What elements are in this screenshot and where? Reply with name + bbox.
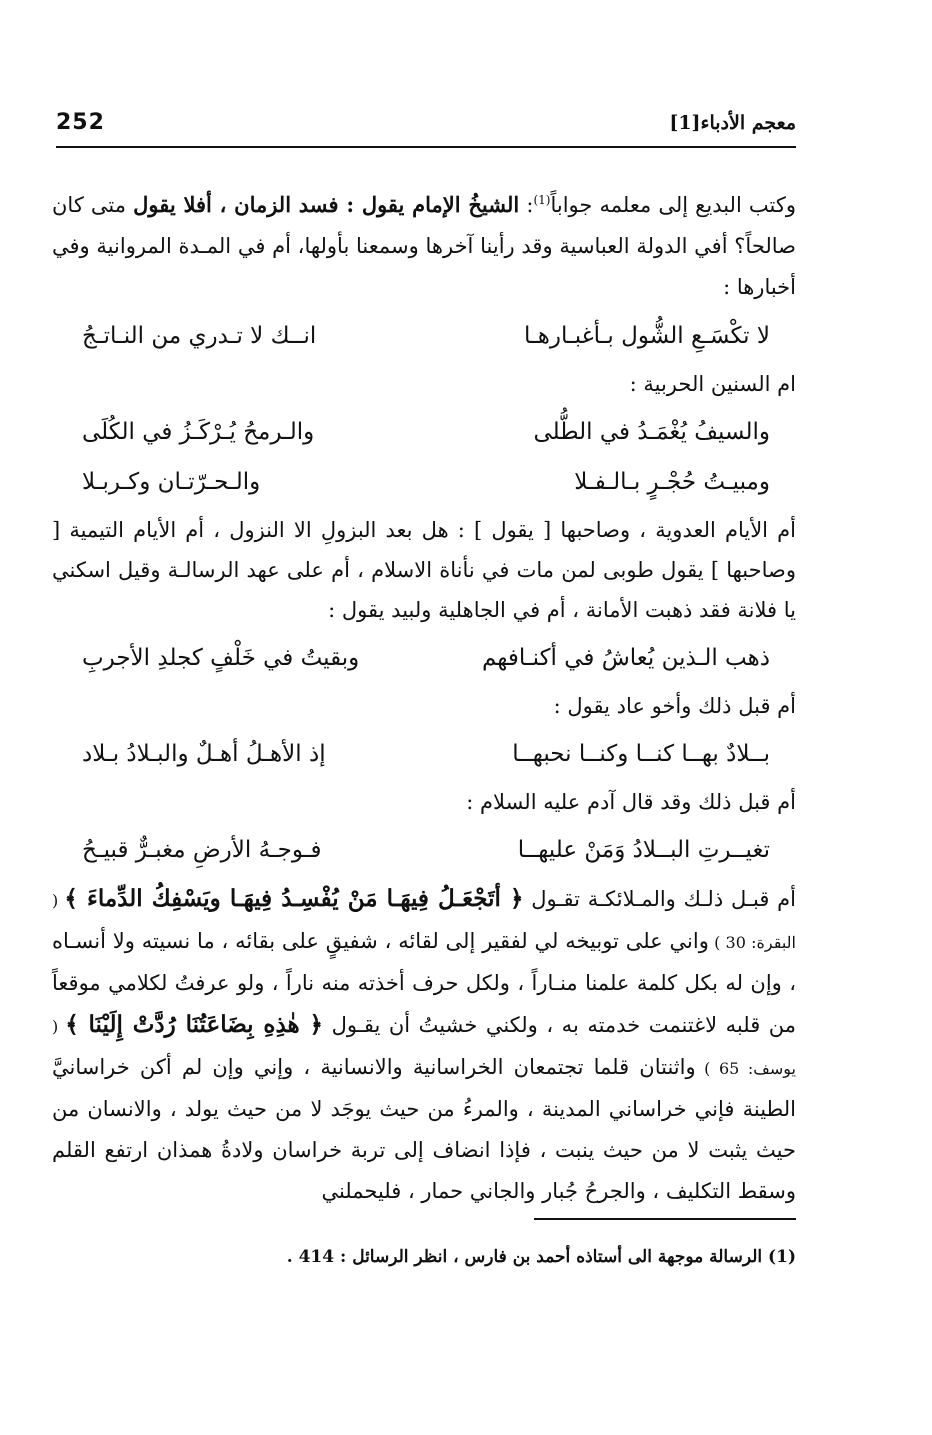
hemistich-right: تغيــرتِ البــلادُ وَمَنْ عليهــا [517,837,770,863]
paragraph-ayyam: أم الأيام العدوية ، وصاحبها [ يقول ] : هل بعد البزولِ الا النزول ، أم الأيام التيمية [ وصاحبها ] يقول طوبى لمن مات في نأناة الاسلام ، أم على عهد الرسالـة وقيل اسكني يا فلانة فقد ذهبت الأمانة ، أم في الجاهلية ولبيد يقول : [52,518,796,622]
text-run-bold: الشيخُ الإمام يقول : فسد الزمان ، أفلا يقول [133,192,520,217]
hemistich-left: انــك لا تـدري من النـاتـجُ [82,323,317,349]
prose-line: أم قبل ذلك وأخو عاد يقول : [553,694,796,718]
quran-quote: ﴿ أتَجْعَـلُ فِيهَـا مَنْ يُفْسِـدُ فِيهَـا ويَسْفِكُ الدِّماءَ ﴾ [64,885,524,912]
prose-line: أم قبل ذلك وقد قال آدم عليه السلام : [466,790,796,814]
page-body [52,180,796,1212]
text-run: واني على توبيخه لي لفقير إلى لقائه ، شفيقٍ على بقائه ، ما نسيته ولا أنسـاه ، وإن له بكل كلمة علمنا منـاراً ، ولكل حرف أخذته منه ناراً ، ولو عرفتُ لكلامي موقعاً من قلبه لاغتنمت خدمته به ، ولكني خشيتُ أن يقـول [52,929,797,1037]
text-run: واثنتان قلما تجتمعان الخراسانية والانسانية ، وإني وإن لم أكن خراسانيَّ الطينة فإني خراساني المدينة ، والمرءُ من حيث يوجَد لا من حيث يولد ، والانسان من حيث يثبت لا من حيث ينبت ، فإذا انضاف إلى تربة خراسان ولادةُ همذان ارتفع القلم وسقط التكليف ، والجرحُ جُبار والجاني حمار ، فليحملني [52,1055,796,1203]
hemistich-left: والـحـرّتـان وكـربـلا [82,469,261,495]
verse-reference: ( البقرة: 30 ) [52,891,796,952]
hemistich-left: والـرمحُ يُـرْكَـزُ في الكُلَى [82,419,315,445]
running-title: معجم الأدباء[1] [669,112,796,134]
hemistich-right: ومبيـتُ حُجْـرٍ بـالـفـلا [574,469,770,495]
prose-line: ام السنين الحربية : [629,372,796,396]
text-run: وكتب البديع إلى معلمه جواباً [550,193,796,217]
hemistich-left: إذ الأهـلُ أهـلٌ والبـلادُ بـلاد [82,741,326,767]
footnote-rule [534,1218,796,1220]
quran-quote: ﴿ هٰذِهِ بِضَاعَتُنَا رُدَّتْ إِلَيْنَا ﴾ [65,1011,324,1038]
hemistich-right: بــلادٌ بهــا كنــا وكنــا نحبهــا [512,741,770,767]
text-run: متى كان صالحاً؟ أفي الدولة العباسية وقد رأينا آخرها وسمعنا بأولها، أم في المـدة المروانية وفي أخبارها : [52,193,796,299]
header-rule [56,146,796,148]
hemistich-right: والسيفُ يُغْمَـدُ في الطُّلى [533,419,770,445]
verse-1 [82,314,770,358]
verse-4 [82,636,770,680]
paragraph-opening [52,180,796,308]
footnote: (1) الرسالة موجهة الى أستاذه أحمد بن فارس ، انظر الرسائل : 414 . [286,1247,796,1267]
paragraph-closing [52,878,796,1212]
hemistich-left: وبقيتُ في خَلْفٍ كجلدِ الأجربِ [82,645,360,671]
footnote-marker: (1) [533,193,551,207]
verse-3 [82,460,770,504]
verse-2 [82,410,770,454]
text-run: : [519,193,534,217]
verse-reference: ( يوسف: 65 ) [52,1017,796,1078]
page-number: 252 [56,110,105,135]
hemistich-right: لا تكْسَـعِ الشُّول بـأغبـارهـا [523,323,770,349]
verse-6 [82,828,770,872]
verse-5 [82,732,770,776]
hemistich-right: ذهب الـذين يُعاشُ في أكنـافهم [482,645,770,671]
hemistich-left: فـوجـهُ الأرضِ مغبـرٌّ قبيـحُ [82,837,322,863]
text-run: أم قبـل ذلـك والمـلائكـة تقـول [523,887,796,911]
page-header [56,110,796,146]
